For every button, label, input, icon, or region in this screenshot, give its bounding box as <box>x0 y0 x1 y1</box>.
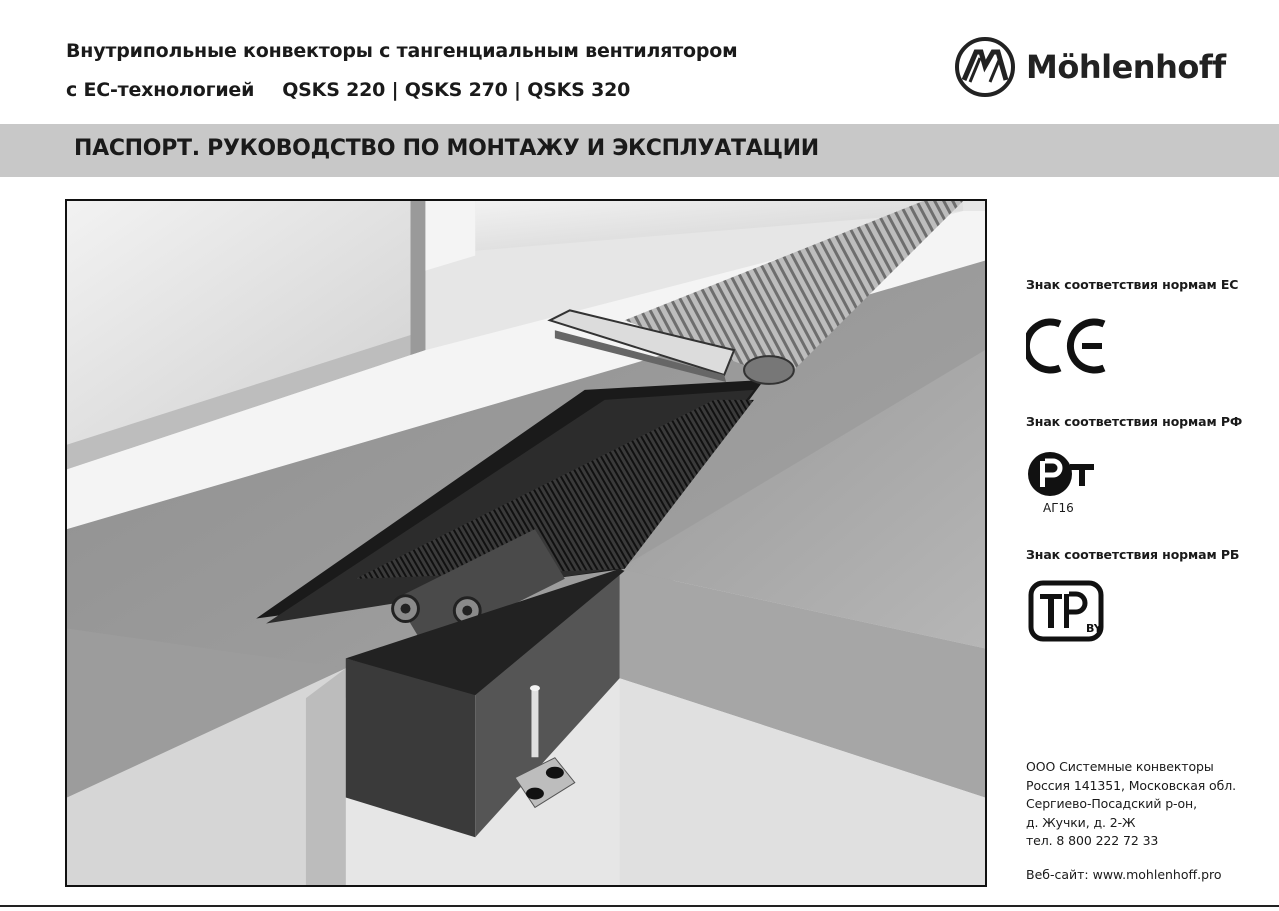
website-link[interactable]: Веб-сайт: www.mohlenhoff.pro <box>1026 867 1222 882</box>
contact-phone: тел. 8 800 222 72 33 <box>1026 833 1159 848</box>
cert-label-rf: Знак соответствия нормам РФ <box>1026 414 1243 429</box>
contact-line: д. Жучки, д. 2-Ж <box>1026 814 1136 830</box>
product-illustration <box>65 199 987 887</box>
cert-label-rb: Знак соответствия нормам РБ <box>1026 547 1240 562</box>
svg-text:BY: BY <box>1086 622 1102 635</box>
document-title: ПАСПОРТ. РУКОВОДСТВО ПО МОНТАЖУ И ЭКСПЛУАТАЦИИ <box>74 136 819 161</box>
tr-by-mark-icon <box>1028 580 1108 642</box>
document-header <box>66 38 886 103</box>
contact-line: ООО Системные конвекторы <box>1026 759 1214 774</box>
cert-label-eu: Знак соответствия нормам ЕС <box>1026 277 1239 292</box>
trench-convector-image <box>67 201 985 885</box>
ce-mark-icon <box>1026 316 1108 376</box>
mohlenhoff-circle-logo-icon <box>954 36 1016 98</box>
title-band <box>0 124 1279 177</box>
contact-line: Россия 141351, Московская обл. <box>1026 777 1236 793</box>
header-line-2 <box>66 77 886 103</box>
header-technology: с ЕС-технологией <box>66 79 255 101</box>
company-contacts <box>1026 758 1236 851</box>
rst-mark-icon <box>1026 448 1098 500</box>
header-model-series: QSKS 220 | QSKS 270 | QSKS 320 <box>282 79 631 101</box>
contact-line: Сергиево-Посадский р-он, <box>1026 796 1197 811</box>
brand-block <box>954 36 1226 98</box>
bottom-divider <box>0 905 1279 907</box>
brand-name: Möhlenhoff <box>1026 48 1226 86</box>
header-line-1: Внутрипольные конвекторы с тангенциальным вентилятором <box>66 40 738 62</box>
rst-mark-code: АГ16 <box>1043 501 1074 515</box>
